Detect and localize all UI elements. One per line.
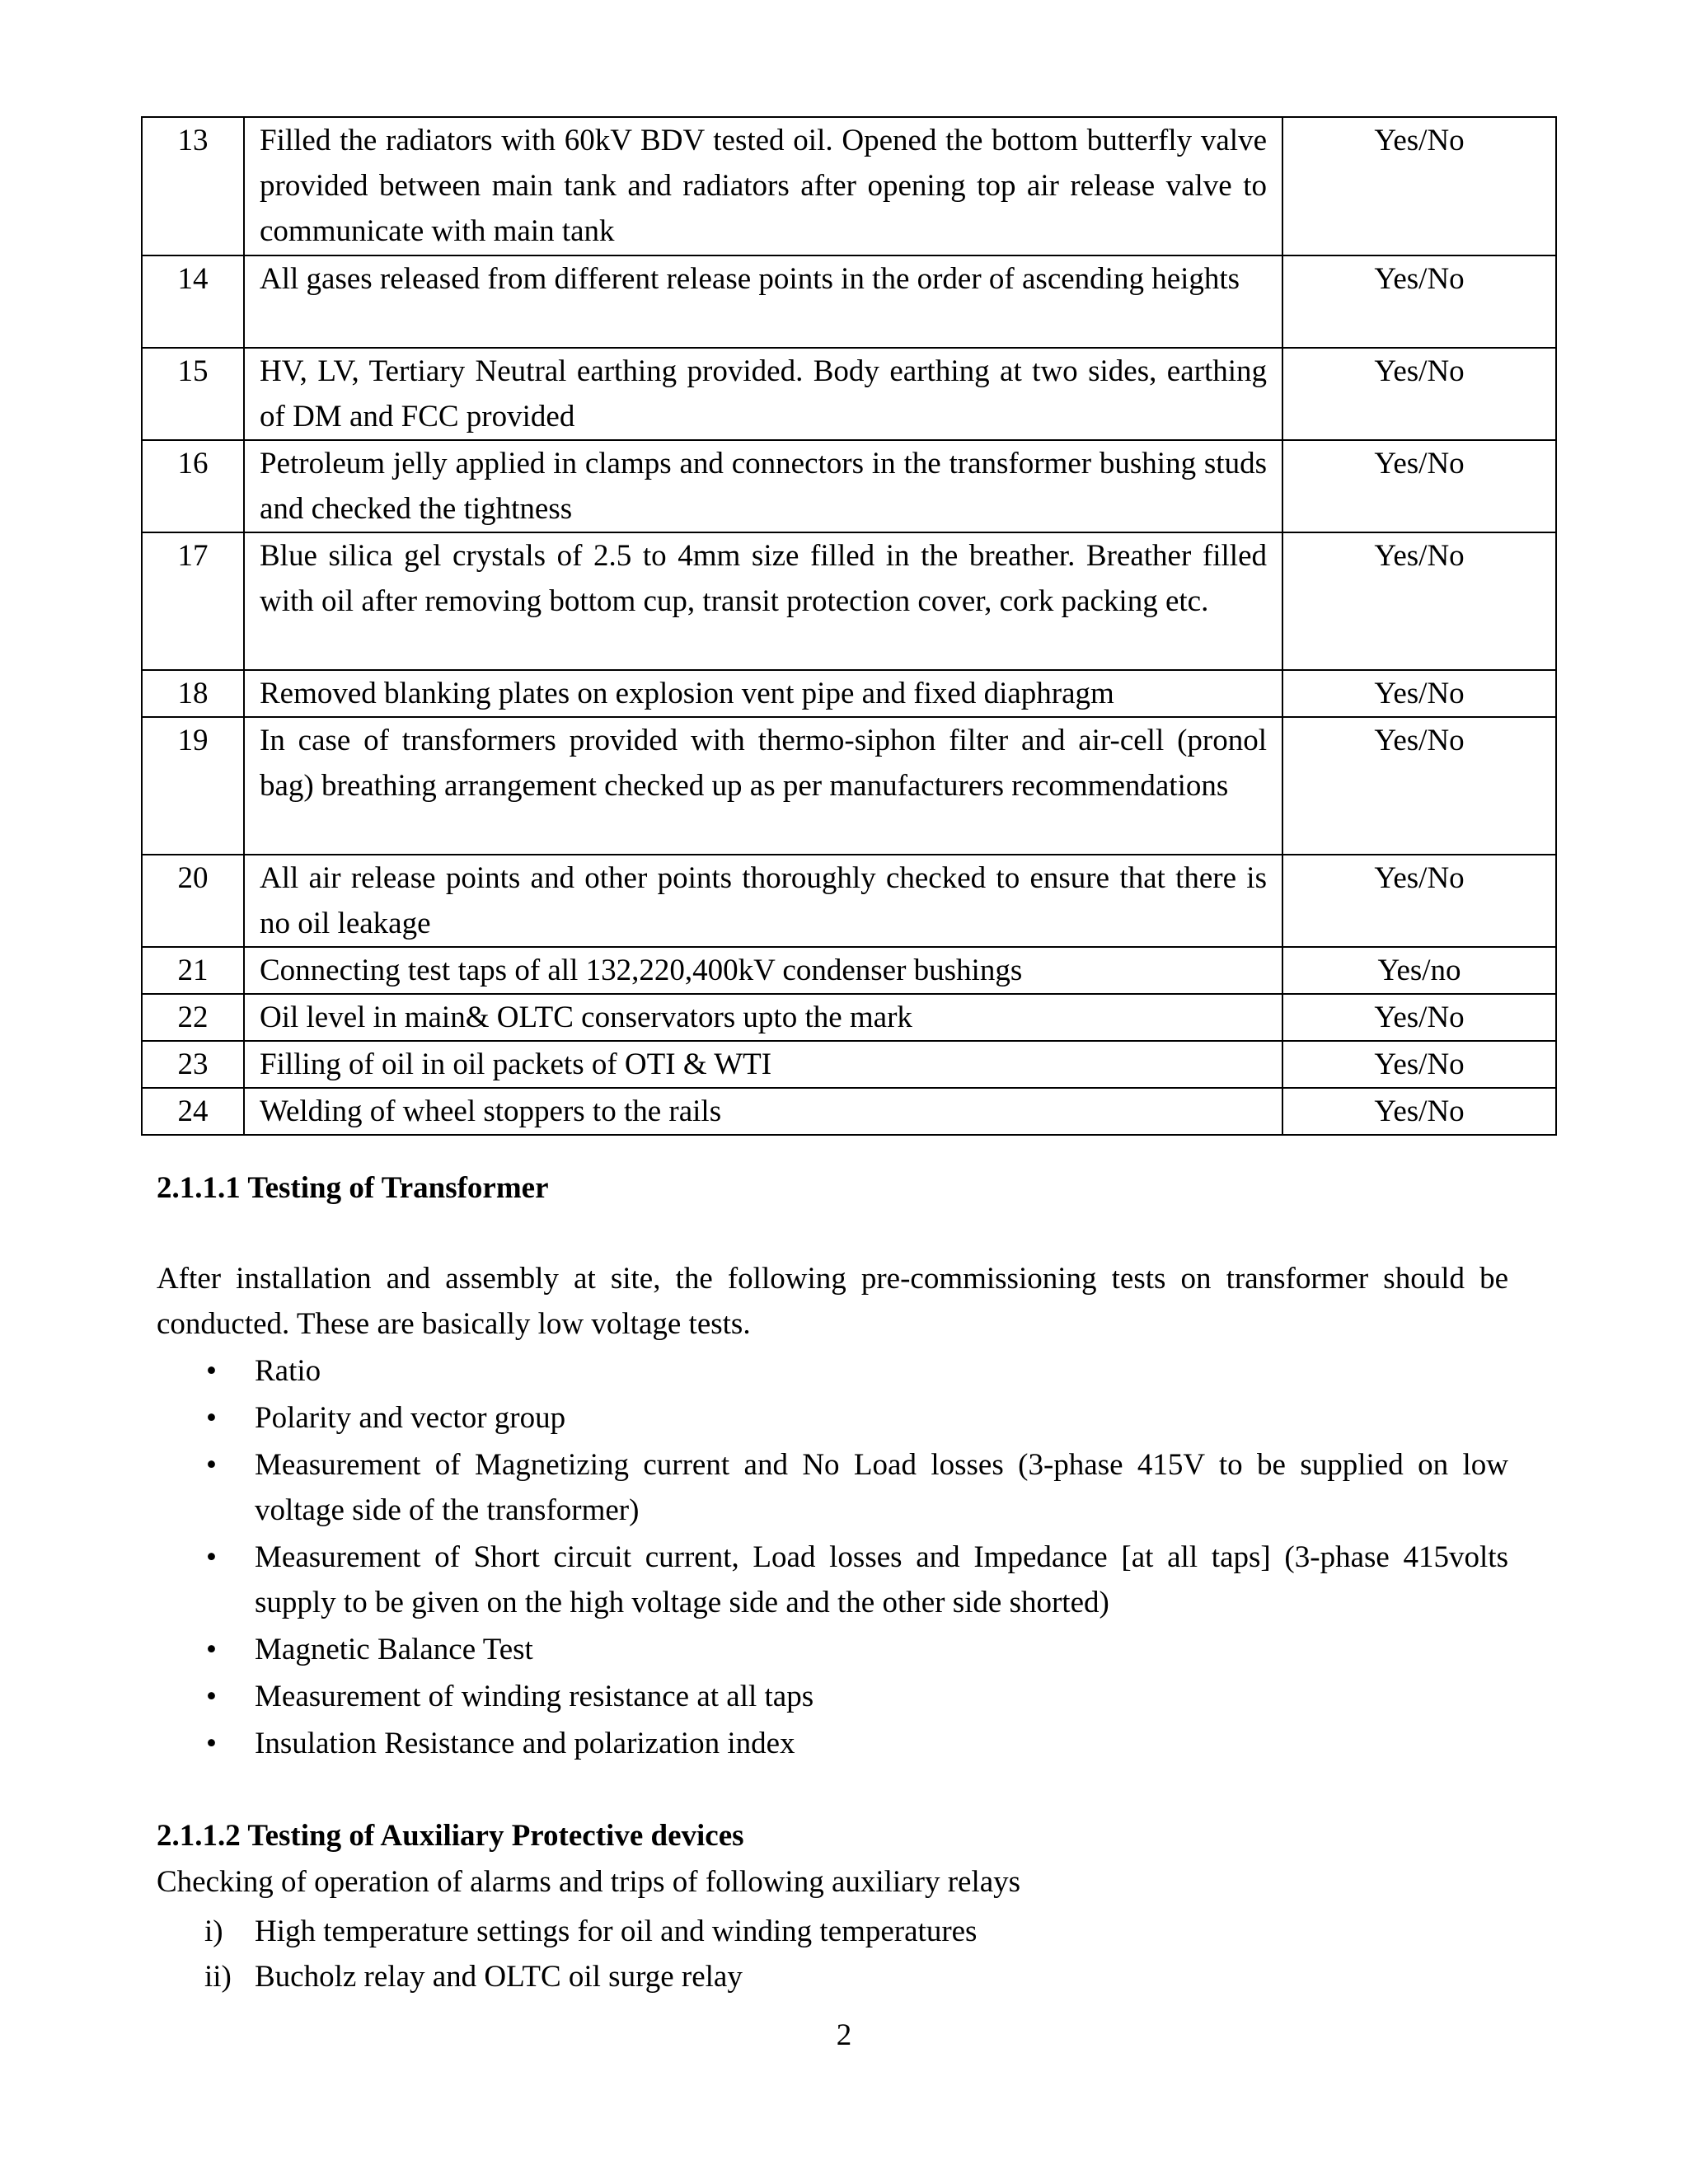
list-item-text: Magnetic Balance Test: [255, 1633, 533, 1666]
bullet-icon: •: [206, 1354, 217, 1388]
table-row: [142, 348, 1556, 440]
row-description: Removed blanking plates on explosion vent pipe and fixed diaphragm: [244, 670, 1282, 717]
list-item-text: Bucholz relay and OLTC oil surge relay: [255, 1960, 743, 1994]
section-heading-testing-transformer: 2.1.1.1 Testing of Transformer: [157, 1171, 549, 1205]
list-item: [157, 1954, 1508, 1999]
table-row: [142, 117, 1556, 255]
relay-list: [157, 1909, 1508, 1999]
row-answer: Yes/No: [1282, 670, 1556, 717]
row-answer: Yes/No: [1282, 255, 1556, 348]
checklist-table: [141, 116, 1557, 1136]
table-row: [142, 717, 1556, 855]
row-description: HV, LV, Tertiary Neutral earthing provided. Body earthing at two sides, earthing of DM and FCC provided: [244, 348, 1282, 440]
row-answer: Yes/No: [1282, 855, 1556, 947]
list-marker: i): [204, 1915, 223, 1948]
row-number: 23: [142, 1041, 244, 1088]
row-description: Welding of wheel stoppers to the rails: [244, 1088, 1282, 1135]
row-answer: Yes/no: [1282, 947, 1556, 994]
row-number: 13: [142, 117, 244, 255]
auxiliary-intro: Checking of operation of alarms and trips of following auxiliary relays: [157, 1865, 1021, 1899]
row-number: 15: [142, 348, 244, 440]
list-item-text: High temperature settings for oil and winding temperatures: [255, 1915, 978, 1948]
row-description: Blue silica gel crystals of 2.5 to 4mm size filled in the breather. Breather filled with oil after removing bottom cup, transit protection cover, cork packing etc.: [244, 532, 1282, 670]
section-heading-auxiliary: 2.1.1.2 Testing of Auxiliary Protective devices: [157, 1819, 744, 1853]
row-number: 16: [142, 440, 244, 532]
list-marker: ii): [204, 1960, 232, 1994]
row-description: Oil level in main& OLTC conservators upto the mark: [244, 994, 1282, 1041]
table-row: [142, 994, 1556, 1041]
table-row: [142, 947, 1556, 994]
list-item-text: Measurement of Short circuit current, Load losses and Impedance [at all taps] (3-phase 415volts supply to be given on the high voltage side and the other side shorted): [255, 1540, 1508, 1619]
row-description: Petroleum jelly applied in clamps and connectors in the transformer bushing studs and checked the tightness: [244, 440, 1282, 532]
testing-transformer-intro: After installation and assembly at site, the following pre-commissioning tests on transformer should be conducted. These are basically low voltage tests.: [157, 1262, 1508, 1341]
row-number: 14: [142, 255, 244, 348]
row-answer: Yes/No: [1282, 1088, 1556, 1135]
list-item-text: Measurement of winding resistance at all taps: [255, 1680, 814, 1713]
list-item: [157, 1348, 1508, 1394]
bullet-icon: •: [206, 1633, 217, 1666]
list-item: [157, 1909, 1508, 1954]
table-row: [142, 255, 1556, 348]
row-answer: Yes/No: [1282, 1041, 1556, 1088]
table-row: [142, 532, 1556, 670]
row-description: In case of transformers provided with thermo-siphon filter and air-cell (pronol bag) breathing arrangement checked up as per manufacturers recommendations: [244, 717, 1282, 855]
row-answer: Yes/No: [1282, 348, 1556, 440]
row-answer: Yes/No: [1282, 440, 1556, 532]
table-row: [142, 440, 1556, 532]
row-number: 17: [142, 532, 244, 670]
row-number: 18: [142, 670, 244, 717]
table-row: [142, 1041, 1556, 1088]
tests-list: [157, 1348, 1508, 1768]
row-description: Filled the radiators with 60kV BDV tested oil. Opened the bottom butterfly valve provided between main tank and radiators after opening top air release valve to communicate with main tank: [244, 117, 1282, 255]
bullet-icon: •: [206, 1727, 217, 1760]
row-number: 24: [142, 1088, 244, 1135]
list-item: [157, 1395, 1508, 1441]
row-answer: Yes/No: [1282, 117, 1556, 255]
row-number: 20: [142, 855, 244, 947]
list-item: [157, 1721, 1508, 1766]
list-item-text: Measurement of Magnetizing current and No Load losses (3-phase 415V to be supplied on low voltage side of the transformer): [255, 1448, 1508, 1527]
bullet-icon: •: [206, 1448, 217, 1482]
row-description: All gases released from different release points in the order of ascending heights: [244, 255, 1282, 348]
table-row: [142, 1088, 1556, 1135]
list-item-text: Insulation Resistance and polarization index: [255, 1727, 795, 1760]
list-item-text: Ratio: [255, 1354, 321, 1388]
table-row: [142, 855, 1556, 947]
row-description: All air release points and other points thoroughly checked to ensure that there is no oil leakage: [244, 855, 1282, 947]
bullet-icon: •: [206, 1680, 217, 1713]
row-description: Filling of oil in oil packets of OTI & WTI: [244, 1041, 1282, 1088]
row-answer: Yes/No: [1282, 717, 1556, 855]
row-description: Connecting test taps of all 132,220,400kV condenser bushings: [244, 947, 1282, 994]
list-item-text: Polarity and vector group: [255, 1401, 566, 1435]
bullet-icon: •: [206, 1540, 217, 1574]
table-row: [142, 670, 1556, 717]
row-number: 19: [142, 717, 244, 855]
list-item: [157, 1627, 1508, 1672]
page-number: 2: [836, 2018, 852, 2052]
row-answer: Yes/No: [1282, 994, 1556, 1041]
bullet-icon: •: [206, 1401, 217, 1435]
list-item: [157, 1674, 1508, 1719]
row-number: 21: [142, 947, 244, 994]
list-item: [157, 1535, 1508, 1625]
row-answer: Yes/No: [1282, 532, 1556, 670]
list-item: [157, 1442, 1508, 1533]
row-number: 22: [142, 994, 244, 1041]
